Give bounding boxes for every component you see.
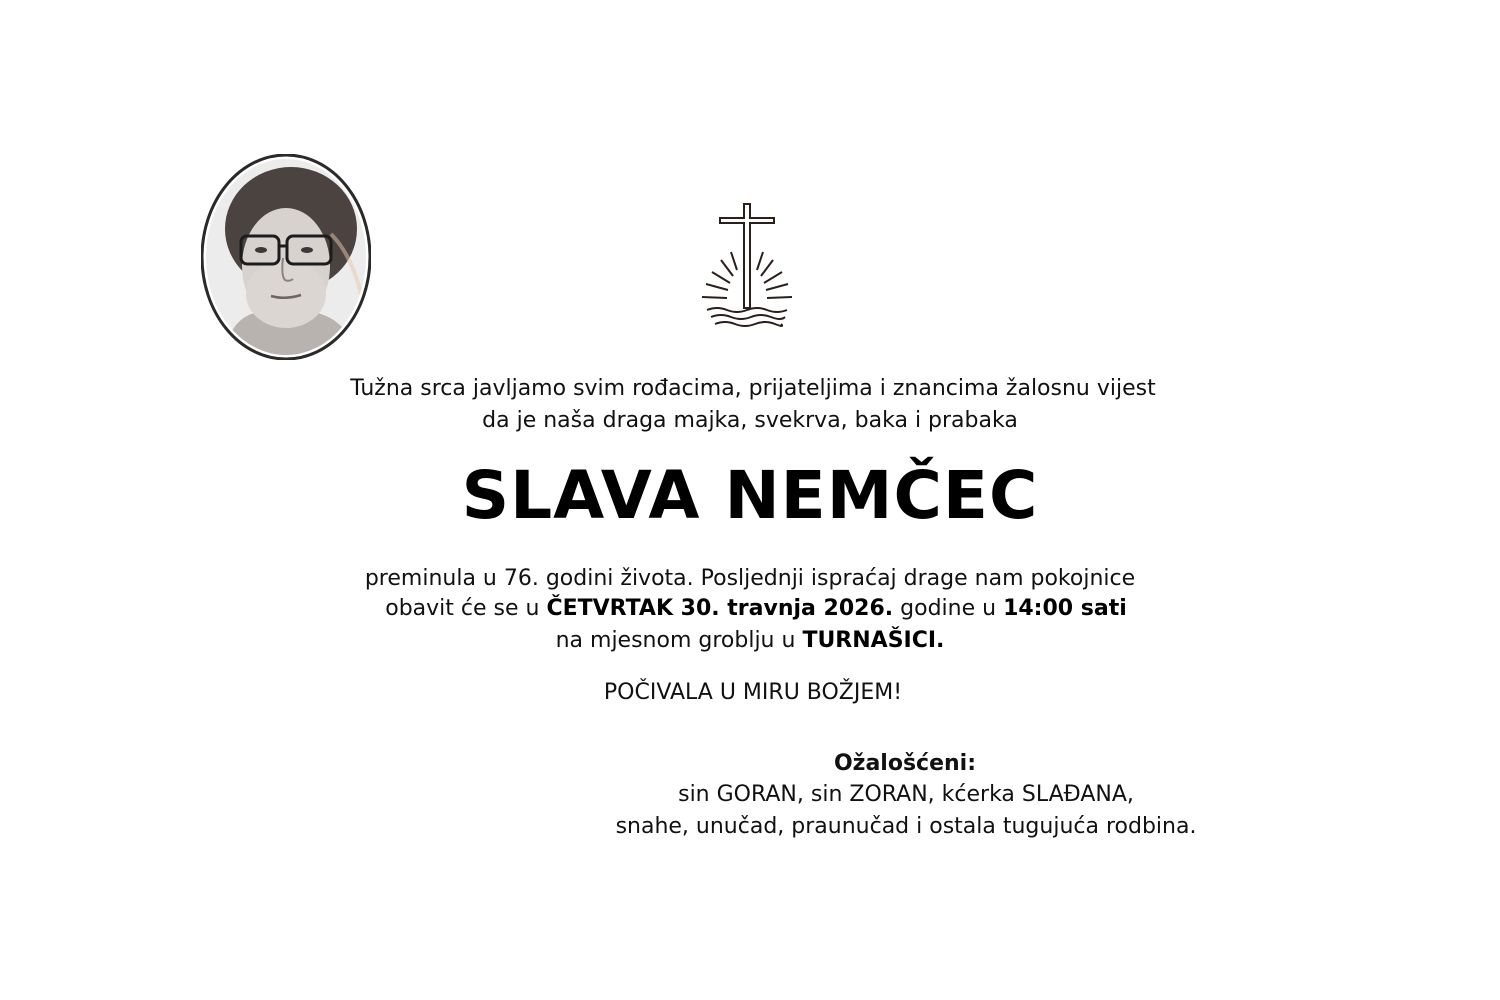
- mourners-title: Ožalošćeni:: [833, 751, 977, 776]
- intro-line-1: Tužna srca javljamo svim rođacima, prijateljima i znancima žalosnu vijest: [350, 376, 1156, 401]
- details-line-3: [0, 626, 1500, 656]
- deceased-name: SLAVA NEMČEC: [461, 457, 1039, 534]
- details-line-3-prefix: na mjesnom groblju u: [555, 628, 796, 653]
- mourners-line-2: snahe, unučad, praunučad i ostala tugujuća rodbina.: [615, 814, 1197, 839]
- closing-phrase: POČIVALA U MIRU BOŽJEM!: [603, 680, 903, 705]
- details-line-2-mid: godine u: [900, 596, 997, 621]
- funeral-time: 14:00 sati: [1003, 596, 1127, 621]
- details-line-2-prefix: obavit će se u: [385, 596, 540, 621]
- details-line-2: [6, 594, 1500, 624]
- mourners-line-1: sin GORAN, sin ZORAN, kćerka SLAĐANA,: [678, 782, 1134, 807]
- intro-line-2: da je naša draga majka, svekrva, baka i prabaka: [482, 408, 1018, 433]
- funeral-place: TURNAŠICI.: [802, 628, 945, 653]
- funeral-date: ČETVRTAK 30. travnja 2026.: [546, 596, 894, 621]
- cross-sunrise-icon: [697, 200, 797, 330]
- details-line-1: preminula u 76. godini života. Posljednji ispraćaj drage nam pokojnice: [364, 566, 1136, 591]
- portrait-photo: [201, 154, 371, 360]
